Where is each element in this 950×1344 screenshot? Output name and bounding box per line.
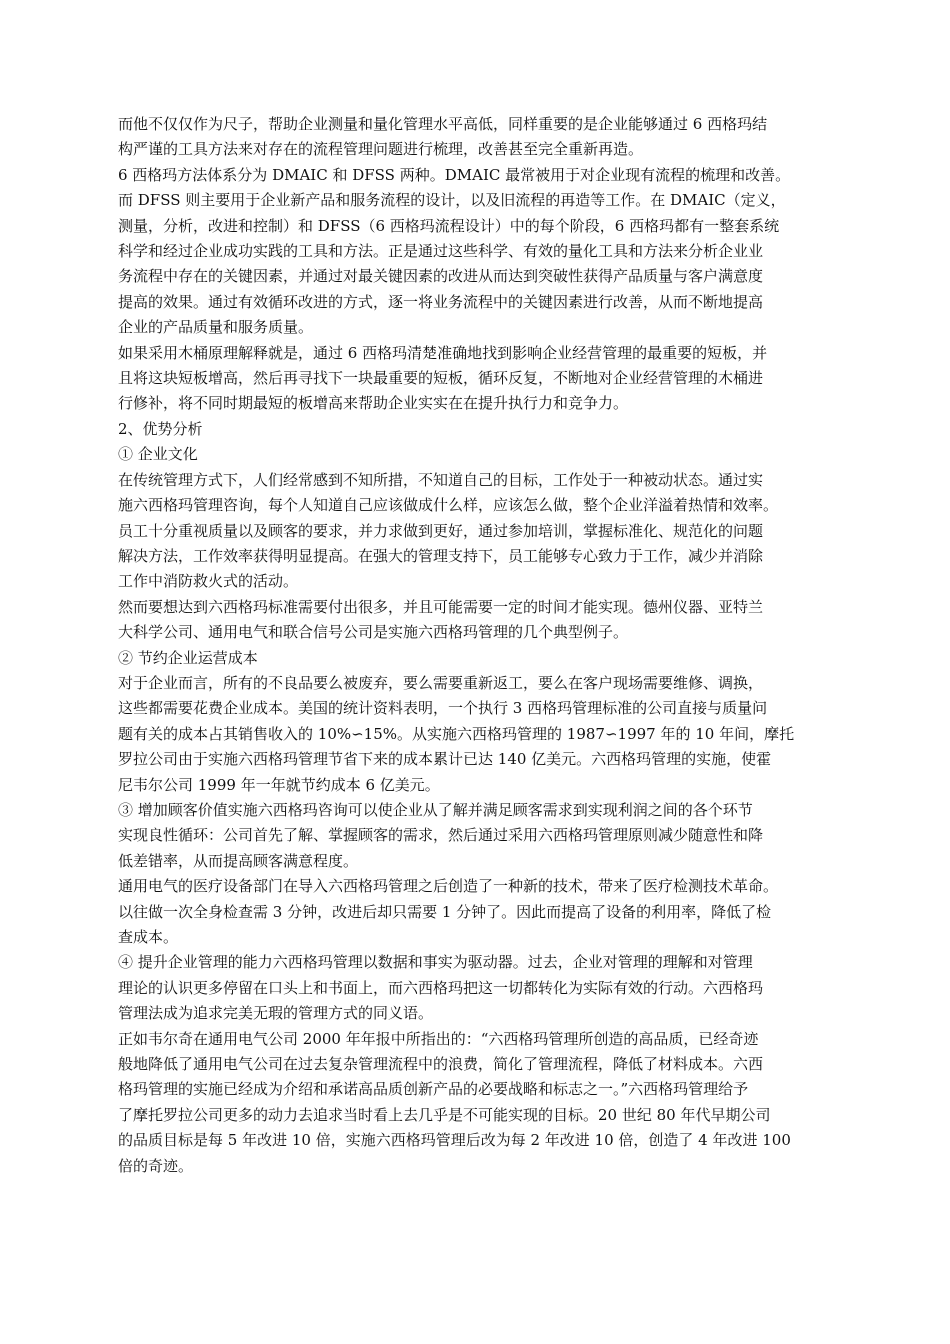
text-line: 管理法成为追求完美无瑕的管理方式的同义语。: [118, 1004, 434, 1023]
text-line: 倍的奇迹。: [118, 1156, 194, 1175]
text-line: 尼韦尔公司 1999 年一年就节约成本 6 亿美元。: [118, 775, 440, 794]
text-line: 然而要想达到六西格玛标准需要付出很多，并且可能需要一定的时间才能实现。德州仪器、亚特兰: [118, 597, 764, 616]
paragraph: [118, 595, 850, 646]
text-line: 科学和经过企业成功实践的工具和方法。正是通过这些科学、有效的量化工具和方法来分析企业业: [118, 242, 764, 261]
paragraph: [118, 341, 850, 417]
text-line: 如果采用木桶原理解释就是，通过 6 西格玛清楚准确地找到影响企业经营管理的最重要的短板，并: [118, 343, 768, 362]
text-line: 了摩托罗拉公司更多的动力去追求当时看上去几乎是不可能实现的目标。20 世纪 80 年代早期公司: [118, 1105, 771, 1124]
text-line: 实现良性循环：公司首先了解、掌握顾客的需求，然后通过采用六西格玛管理原则减少随意性和降: [118, 826, 764, 845]
text-line: 企业的产品质量和服务质量。: [118, 318, 314, 337]
subsection-heading: [118, 442, 850, 467]
text-line: 对于企业而言，所有的不良品要么被废弃，要么需要重新返工，要么在客户现场需要维修、调换，: [118, 673, 764, 692]
text-line: ④ 提升企业管理的能力六西格玛管理以数据和事实为驱动器。过去，企业对管理的理解和对管理: [118, 953, 753, 972]
paragraph: [118, 874, 850, 950]
text-line: 且将这块短板增高，然后再寻找下一块最重要的短板，循环反复，不断地对企业经营管理的木桶进: [118, 369, 764, 388]
text-line: 通用电气的医疗设备部门在导入六西格玛管理之后创造了一种新的技术，带来了医疗检测技术革命。: [118, 877, 779, 896]
heading-text: 2、优势分析: [118, 419, 203, 438]
paragraph: [118, 798, 850, 874]
text-line: 施六西格玛管理咨询，每个人知道自己应该做成什么样，应该怎么做，整个企业洋溢着热情和效率。: [118, 496, 779, 515]
text-line: 大科学公司、通用电气和联合信号公司是实施六西格玛管理的几个典型例子。: [118, 623, 629, 642]
heading-text: ② 节约企业运营成本: [118, 648, 258, 667]
text-line: 查成本。: [118, 928, 179, 946]
text-line: 正如韦尔奇在通用电气公司 2000 年年报中所指出的：“六西格玛管理所创造的高品质，已经奇迹: [118, 1029, 759, 1048]
text-line: 工作中消防救火式的活动。: [118, 572, 299, 591]
text-line: 员工十分重视质量以及顾客的要求，并力求做到更好，通过参加培训，掌握标准化、规范化的问题: [118, 521, 764, 540]
paragraph: [118, 671, 850, 798]
text-line: 6 西格玛方法体系分为 DMAIC 和 DFSS 两种。DMAIC 最常被用于对企业现有流程的梳理和改善。: [118, 165, 791, 184]
text-line: 题有关的成本占其销售收入的 10%∽15%。从实施六西格玛管理的 1987∽1997 年的 10 年间，摩托: [118, 724, 795, 743]
paragraph: [118, 468, 850, 595]
text-line: 而他不仅仅作为尺子，帮助企业测量和量化管理水平高低，同样重要的是企业能够通过 6 西格玛结: [118, 115, 768, 133]
text-line: 以往做一次全身检查需 3 分钟，改进后却只需要 1 分钟了。因此而提高了设备的利用率，降低了检: [118, 902, 772, 921]
text-line: 格玛管理的实施已经成为介绍和承诺高品质创新产品的必要战略和标志之一。”六西格玛管理给予: [118, 1080, 749, 1099]
section-heading: [118, 417, 850, 442]
text-line: 行修补，将不同时期最短的板增高来帮助企业实实在在提升执行力和竞争力。: [118, 394, 629, 413]
paragraph: [118, 112, 850, 163]
text-line: 的品质目标是每 5 年改进 10 倍，实施六西格玛管理后改为每 2 年改进 10 倍，创造了 4 年改进 100: [118, 1131, 791, 1150]
text-line: 低差错率，从而提高顾客满意程度。: [118, 851, 359, 870]
paragraph: [118, 1027, 850, 1179]
document-body: [118, 112, 850, 1179]
text-line: 构严谨的工具方法来对存在的流程管理问题进行梳理，改善甚至完全重新再造。: [118, 140, 644, 159]
paragraph: [118, 950, 850, 1026]
heading-text: ① 企业文化: [118, 445, 198, 464]
text-line: 解决方法，工作效率获得明显提高。在强大的管理支持下，员工能够专心致力于工作，减少并消除: [118, 546, 764, 565]
text-line: 务流程中存在的关键因素，并通过对最关键因素的改进从而达到突破性获得产品质量与客户满意度: [118, 267, 764, 286]
text-line: 这些都需要花费企业成本。美国的统计资料表明，一个执行 3 西格玛管理标准的公司直接与质量问: [118, 699, 768, 718]
text-line: ③ 增加顾客价值实施六西格玛咨询可以使企业从了解并满足顾客需求到实现利润之间的各个环节: [118, 800, 753, 819]
text-line: 测量，分析，改进和控制）和 DFSS（6 西格玛流程设计）中的每个阶段，6 西格玛都有一整套系统: [118, 216, 780, 235]
text-line: 而 DFSS 则主要用于企业新产品和服务流程的设计，以及旧流程的再造等工作。在 DMAIC（定义，: [118, 191, 786, 210]
paragraph: [118, 163, 850, 341]
subsection-heading: [118, 646, 850, 671]
text-line: 般地降低了通用电气公司在过去复杂管理流程中的浪费，简化了管理流程，降低了材料成本。六西: [118, 1055, 764, 1074]
text-line: 提高的效果。通过有效循环改进的方式，逐一将业务流程中的关键因素进行改善，从而不断地提高: [118, 292, 764, 311]
text-line: 罗拉公司由于实施六西格玛管理节省下来的成本累计已达 140 亿美元。六西格玛管理的实施，使霍: [118, 750, 772, 769]
text-line: 在传统管理方式下，人们经常感到不知所措，不知道自己的目标，工作处于一种被动状态。通过实: [118, 470, 764, 489]
text-line: 理论的认识更多停留在口头上和书面上，而六西格玛把这一切都转化为实际有效的行动。六西格玛: [118, 978, 764, 997]
